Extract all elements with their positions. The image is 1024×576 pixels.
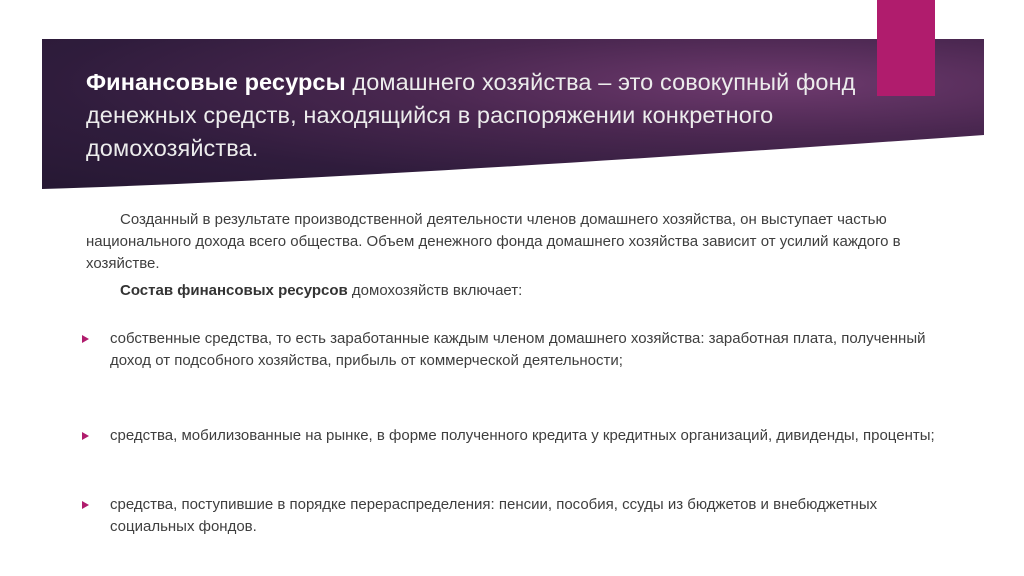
title-bold-term: Финансовые ресурсы — [86, 69, 346, 95]
bullet-item — [86, 328, 952, 372]
title-definition: домашнего хозяйства – это совокупный фонд денежных средств, находящийся в распоряжении конкретного домохозяйства. — [86, 69, 856, 161]
composition-bold-term: Состав финансовых ресурсов — [120, 282, 348, 299]
intro-paragraph: Созданный в результате производственной деятельности членов домашнего хозяйства, он выступает частью национального дохода всего общества. Объем денежного фонда домашнего хозяйства зависит от усилий каждого в хозяйстве. — [86, 211, 901, 272]
bullet-item — [86, 494, 952, 538]
bullet-arrow-icon — [82, 432, 89, 440]
bullet-text: собственные средства, то есть заработанные каждым членом домашнего хозяйства: заработная плата, полученный доход от подсобного хозяйства, прибыль от коммерческой деятельности; — [110, 330, 926, 369]
bullet-item — [86, 425, 952, 447]
accent-tab — [877, 0, 935, 96]
slide-title — [86, 66, 866, 165]
composition-paragraph — [86, 280, 966, 302]
bullet-arrow-icon — [82, 501, 89, 509]
bullet-arrow-icon — [82, 335, 89, 343]
bullet-text: средства, поступившие в порядке перераспределения: пенсии, пособия, ссуды из бюджетов и внебюджетных социальных фондов. — [110, 496, 878, 535]
bullet-text: средства, мобилизованные на рынке, в форме полученного кредита у кредитных организаций, дивиденды, проценты; — [110, 427, 935, 444]
composition-rest: домохозяйств включает: — [347, 282, 523, 299]
